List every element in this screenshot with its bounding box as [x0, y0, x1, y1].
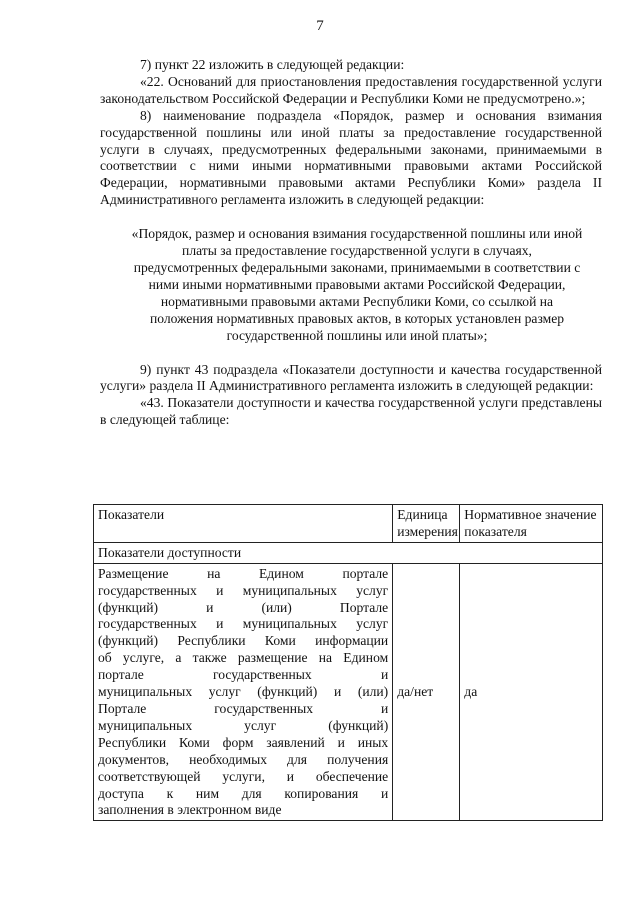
indicator-line: заполнения в электронном виде: [98, 802, 282, 818]
header-normative-value: Нормативное значение показателя: [460, 505, 603, 543]
unit-cell: да/нет: [393, 563, 460, 821]
spacer: [100, 209, 602, 226]
quoted-title-line: положения нормативных правовых актов, в которых установлен размер: [149, 310, 565, 326]
document-body: [100, 57, 602, 429]
quoted-title-line: предусмотренных федеральными законами, принимаемыми в соответствии с: [133, 259, 581, 275]
indicator-line: Размещение на Едином портале: [98, 565, 389, 581]
indicator-line: Портале государственных и: [98, 700, 389, 716]
paragraph-clause-22: «22. Оснований для приостановления предоставления государственной услуги законодательством Российской Федерации и Республики Коми не предусмотрено.»;: [100, 73, 602, 106]
table-row: [94, 563, 603, 821]
indicator-line: документов, необходимых для получения: [98, 751, 389, 767]
indicator-line: государственных и муниципальных услуг: [98, 582, 389, 598]
spacer: [100, 345, 602, 362]
indicator-line: муниципальных услуг (функций): [98, 717, 389, 733]
quoted-subsection-title: [100, 226, 614, 344]
indicator-cell: [94, 563, 393, 821]
table-header-row: [94, 505, 603, 543]
indicator-line: портале государственных и: [98, 667, 389, 683]
indicator-line: Республики Коми форм заявлений и иных: [98, 734, 389, 750]
indicator-line: (функций) Республики Коми информации: [98, 633, 389, 649]
page-number: 7: [316, 18, 324, 34]
indicator-line: об услуге, а также размещение на Едином: [98, 650, 389, 666]
paragraph-item-7: 7) пункт 22 изложить в следующей редакции:: [140, 57, 405, 72]
indicators-table: [93, 504, 603, 821]
indicator-line: государственных и муниципальных услуг: [98, 616, 389, 632]
indicator-line: доступа к ним для копирования и: [98, 785, 389, 801]
quoted-title-line: государственной пошлины или иной платы»;: [226, 327, 488, 343]
section-accessibility-indicators: Показатели доступности: [94, 542, 603, 563]
header-indicators: Показатели: [94, 505, 393, 543]
normative-value-cell: да: [460, 563, 603, 821]
quoted-title-line: ними иными нормативными правовыми актами Российской Федерации,: [148, 276, 566, 292]
quoted-title-line: «Порядок, размер и основания взимания государственной пошлины или иной: [131, 226, 583, 242]
table-section-row: [94, 542, 603, 563]
paragraph-item-9: 9) пункт 43 подраздела «Показатели доступности и качества государственной услуги» раздела II Административного регламента изложить в следующей редакции:: [100, 361, 602, 394]
quoted-title-line: нормативными правовыми актами Республики Коми, со ссылкой на: [160, 293, 554, 309]
paragraph-clause-43: «43. Показатели доступности и качества государственной услуги представлены в следующей таблице:: [100, 395, 602, 428]
header-unit: Единица измерения: [393, 505, 460, 543]
indicator-line: муниципальных услуг (функций) и (или): [98, 684, 389, 700]
indicator-line: (функций) и (или) Портале: [98, 599, 389, 615]
indicator-line: соответствующей услуги, и обеспечение: [98, 768, 389, 784]
paragraph-item-8: 8) наименование подраздела «Порядок, размер и основания взимания государственной пошлины или иной платы за предоставление государственной услуги в случаях, предусмотренных федеральными законами, принимаемыми в соответствии с ними иными нормативными правовыми актами Российской Федерации, нормативными правовыми актами Республики Коми» раздела II Административного регламента изложить в следующей редакции:: [100, 107, 602, 208]
quoted-title-line: платы за предоставление государственной услуги в случаях,: [182, 243, 532, 259]
